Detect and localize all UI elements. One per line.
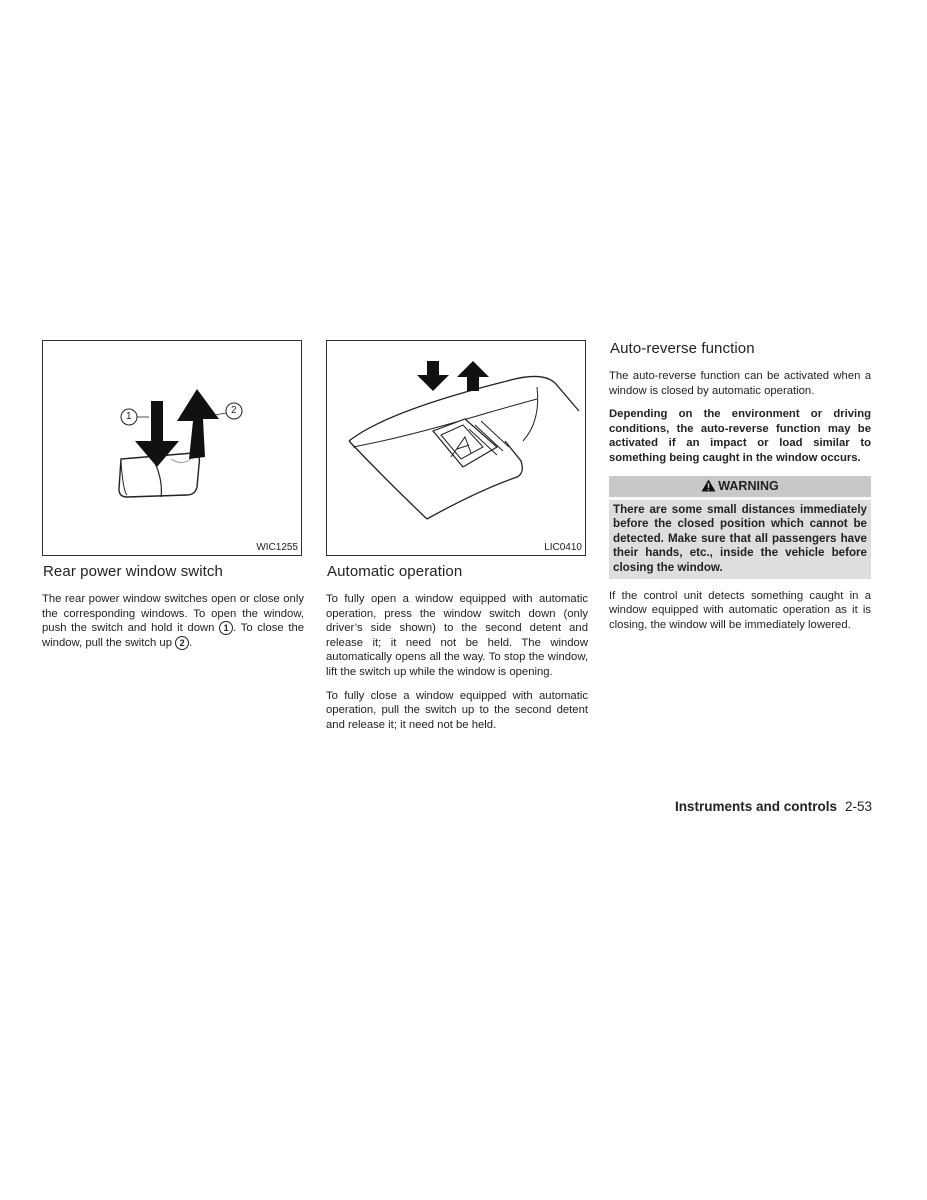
rear-switch-illustration xyxy=(43,341,303,557)
warning-box xyxy=(609,476,871,579)
column-auto-reverse xyxy=(609,340,871,641)
callout-2-label: 2 xyxy=(231,405,237,416)
section-heading: Auto-reverse function xyxy=(610,340,755,357)
figure-code: WIC1255 xyxy=(256,542,298,553)
body-paragraph: To fully close a window equipped with automatic operation, pull the switch up to the second detent and release it; it need not be held. xyxy=(326,689,588,731)
section-heading: Automatic operation xyxy=(327,563,463,580)
marker-2: 2 xyxy=(175,636,189,650)
warning-text: There are some small distances immediately before the closed position which cannot be detected. Make sure that all passengers have their hands, etc., inside the vehicle before closing the window. xyxy=(609,500,871,579)
bold-paragraph: Depending on the environment or driving conditions, the auto-reverse function may be activated if an impact or load similar to something being caught in the window occurs. xyxy=(609,408,871,464)
warning-header xyxy=(609,476,871,497)
body-paragraph: If the control unit detects something caught in a window equipped with automatic operation as it is closing, the window will be immediately lowered. xyxy=(609,589,871,631)
section-heading: Rear power window switch xyxy=(43,563,223,580)
paragraph-text: . xyxy=(189,636,193,649)
figure-code: LIC0410 xyxy=(544,542,582,553)
figure-rear-window-switch xyxy=(42,340,302,556)
body-paragraph xyxy=(42,592,304,650)
column-automatic-operation xyxy=(326,340,588,741)
warning-triangle-icon xyxy=(701,479,716,492)
footer-section-title: Instruments and controls xyxy=(674,799,837,814)
callout-1-label: 1 xyxy=(126,411,132,422)
figure-automatic-switch xyxy=(326,340,586,556)
marker-1: 1 xyxy=(219,621,233,635)
column-rear-power-window xyxy=(42,340,304,659)
warning-title: WARNING xyxy=(718,478,779,493)
paragraph-text: . To close the window, pull the switch up xyxy=(42,622,305,649)
auto-switch-illustration xyxy=(327,341,587,557)
body-paragraph: The auto-reverse function can be activated when a window is closed by automatic operation. xyxy=(609,370,871,397)
paragraph-text: The rear power window switches open or close only the corresponding windows. To open the window, push the switch and hold it down xyxy=(42,593,304,635)
body-paragraph: To fully open a window equipped with automatic operation, press the window switch down (only driver’s side shown) to the second detent and release it; it need not be held. The window automatically opens all the way. To stop the window, lift the switch up while the window is opening. xyxy=(326,593,588,678)
page-number: 2-53 xyxy=(844,799,872,814)
page-footer xyxy=(600,799,872,814)
